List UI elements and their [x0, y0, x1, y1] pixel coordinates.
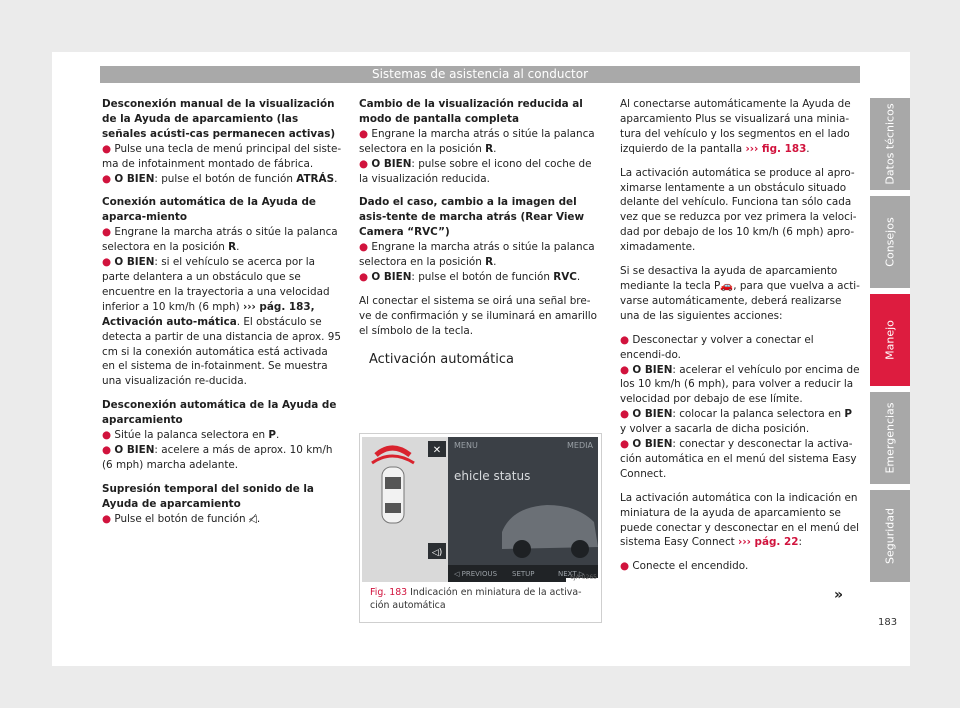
section-title: Activación automática — [369, 351, 514, 367]
list-item: ● Engrane la marcha atrás o sitúe la palanca selectora en la posición R. — [102, 226, 338, 254]
tab-seguridad[interactable]: Seguridad — [870, 490, 910, 582]
paragraph: Al conectar el sistema se oirá una señal bre-ve de confirmación y se iluminará en amarillo el símbolo de la tecla. — [359, 294, 598, 337]
menu-label: MENU — [454, 441, 478, 450]
list-item: ● O BIEN: acelerar el vehículo por encima de los 10 km/h (6 mph), para volver a reducir la velocidad por debajo de ese límite. — [620, 363, 860, 406]
figure-reference-link[interactable]: ››› fig. 183 — [745, 142, 807, 155]
heading: Supresión temporal del sonido de la Ayuda de aparcamiento — [102, 482, 314, 510]
list-item: ● O BIEN: acelere a más de aprox. 10 km/h (6 mph) marcha adelante. — [102, 443, 333, 471]
list-item: ● O BIEN: pulse el botón de función ATRÁS. — [102, 172, 338, 185]
list-item: ● O BIEN: pulse el botón de función RVC. — [359, 270, 581, 283]
media-label: MEDIA — [567, 441, 593, 450]
vehicle-status-label: ehicle status — [454, 469, 531, 483]
tab-datos-tecnicos[interactable]: Datos técnicos — [870, 98, 910, 190]
setup-button[interactable]: SETUP — [512, 570, 535, 578]
paragraph: Al conectarse automáticamente la Ayuda de aparcamiento Plus se visualizará una minia-tura del vehículo y los segmentos en el lado izquierdo de la pantalla ››› fig. 183. — [620, 98, 851, 155]
column-2 — [359, 97, 599, 368]
page-header: Sistemas de asistencia al conductor — [100, 66, 860, 83]
screen-graphic — [362, 437, 598, 582]
figure-183 — [359, 433, 602, 623]
page-reference-link[interactable]: ››› pág. 22 — [738, 536, 799, 549]
column-1 — [102, 97, 342, 535]
infotainment-screen — [362, 437, 598, 582]
previous-button[interactable]: ◁ PREVIOUS — [454, 570, 498, 578]
car-rear-window — [385, 503, 401, 513]
figure-caption: Fig. 183 Indicación en miniatura de la activa-ción automática — [370, 587, 582, 611]
next-button[interactable]: NEXT ▷ — [558, 570, 585, 578]
paragraph: La activación automática se produce al apro-ximarse lentamente a un obstáculo situado delante del vehículo. Funciona tan sólo cada vez que se reduzca por vez primera la veloci-dad por debajo de los 10 km/h (6 mph) apro-ximadamente. — [620, 166, 857, 254]
list-item: ● O BIEN: pulse sobre el icono del coche de la visualización reducida. — [359, 157, 592, 185]
car-top-icon[interactable] — [382, 467, 404, 523]
heading: Cambio de la visualización reducida al modo de pantalla completa — [359, 98, 583, 125]
wheel-front — [513, 540, 531, 558]
list-item: ● Conecte el encendido. — [620, 560, 749, 573]
column-3 — [620, 97, 860, 583]
list-item: ● O BIEN: colocar la palanca selectora en P y volver a sacarla de dicha posición. — [620, 408, 852, 436]
list-item: ● Engrane la marcha atrás o sitúe la palanca selectora en la posición R. — [359, 241, 595, 269]
close-icon: ✕ — [432, 445, 442, 456]
list-item: ● Desconectar y volver a conectar el encendi-do. — [620, 333, 814, 361]
tab-emergencias[interactable]: Emergencias — [870, 392, 910, 484]
page-reference-link[interactable]: ››› pág. 183, Activación auto-mática — [102, 300, 315, 328]
list-item: ● Pulse una tecla de menú principal del siste-ma de infotainment montado de fábrica. — [102, 142, 342, 170]
page-number: 183 — [878, 617, 898, 628]
list-item: ● O BIEN: si el vehículo se acerca por la parte delantera a un obstáculo que se encuentre en la trayectoria a una velocidad inferior a 10 km/h (6 mph) ››› pág. 183, Activación auto-mática. El obstáculo se detecta a partir de una distancia de aprox. 95 cm si la conexión automática está activada en el sistema de in-fotainment. Se muestra una visualización re-ducida. — [102, 256, 341, 388]
tab-manejo[interactable]: Manejo — [870, 294, 910, 386]
list-item: ● O BIEN: conectar y desconectar la activa-ción automática en el menú del sistema Easy Connect. — [620, 438, 857, 480]
heading: Desconexión manual de la visualización de la Ayuda de aparcamiento (las señales acústi-cas permanecen activas) — [102, 98, 336, 140]
list-item: ● Sitúe la palanca selectora en P. — [102, 429, 280, 442]
heading: Desconexión automática de la Ayuda de aparcamiento — [102, 399, 337, 427]
heading: Dado el caso, cambio a la imagen del asis-tente de marcha atrás (Rear View Camera “RVC”) — [359, 196, 585, 239]
wheel-rear — [571, 540, 589, 558]
heading: Conexión automática de la Ayuda de aparca-miento — [102, 196, 316, 224]
paragraph: La activación automática con la indicación en miniatura de la ayuda de aparcamiento se puede conectar y desconectar en el menú del sistema Easy Connect ››› pág. 22: — [620, 491, 859, 549]
list-item: ● Pulse el botón de función ◁̸. — [102, 512, 261, 525]
car-windshield — [385, 477, 401, 489]
list-item: ● Engrane la marcha atrás o sitúe la palanca selectora en la posición R. — [359, 127, 595, 155]
sound-icon: ◁) — [431, 548, 443, 558]
tab-consejos[interactable]: Consejos — [870, 196, 910, 288]
continue-arrow-icon: » — [834, 587, 844, 603]
paragraph: Si se desactiva la ayuda de aparcamiento mediante la tecla P🚗, para que vuelva a acti-varse automáticamente, deberá realizarse una de las siguientes acciones: — [620, 265, 860, 322]
figure-code: 6JA-0265 — [570, 574, 597, 581]
